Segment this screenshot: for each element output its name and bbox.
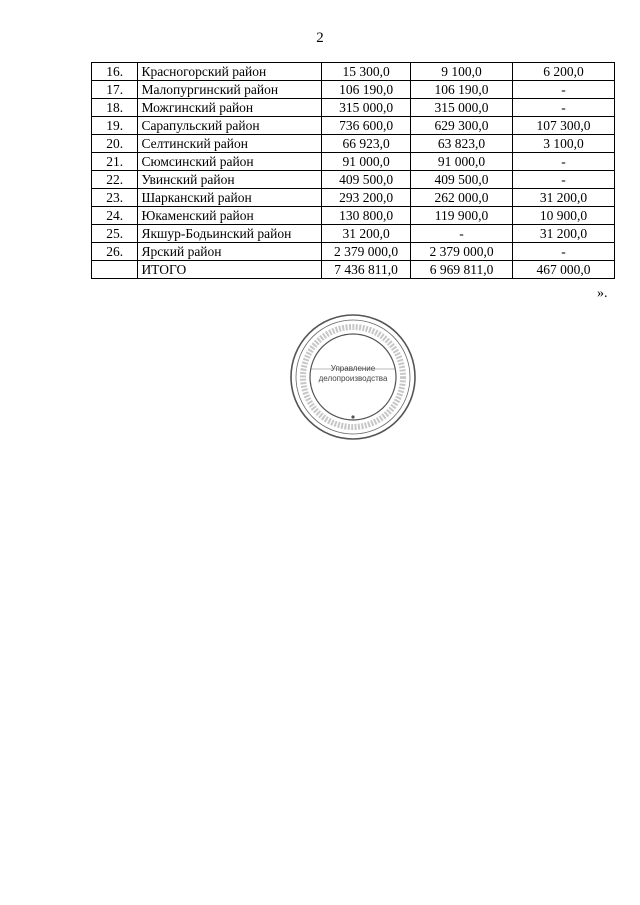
district-name: Малопургинский район bbox=[138, 81, 322, 99]
value-part-2: - bbox=[513, 153, 615, 171]
district-name: Сарапульский район bbox=[138, 117, 322, 135]
stamp-line-1: Управление bbox=[330, 364, 376, 373]
value-total: 66 923,0 bbox=[322, 135, 411, 153]
row-number: 22. bbox=[92, 171, 138, 189]
value-total: 409 500,0 bbox=[322, 171, 411, 189]
value-total: 315 000,0 bbox=[322, 99, 411, 117]
row-number: 18. bbox=[92, 99, 138, 117]
value-total: 31 200,0 bbox=[322, 225, 411, 243]
value-part-1: 9 100,0 bbox=[411, 63, 513, 81]
value-part-1: - bbox=[411, 225, 513, 243]
district-name: Селтинский район bbox=[138, 135, 322, 153]
table-row bbox=[92, 243, 615, 261]
value-part-1: 262 000,0 bbox=[411, 189, 513, 207]
value-total: 106 190,0 bbox=[322, 81, 411, 99]
district-name: Сюмсинский район bbox=[138, 153, 322, 171]
value-part-1: 2 379 000,0 bbox=[411, 243, 513, 261]
value-part-2: 10 900,0 bbox=[513, 207, 615, 225]
table-row bbox=[92, 135, 615, 153]
table-row bbox=[92, 189, 615, 207]
row-number: 24. bbox=[92, 207, 138, 225]
district-name: Юкаменский район bbox=[138, 207, 322, 225]
value-part-2: 107 300,0 bbox=[513, 117, 615, 135]
table-row bbox=[92, 153, 615, 171]
row-number bbox=[92, 261, 138, 279]
value-total: 91 000,0 bbox=[322, 153, 411, 171]
district-name: Красногорский район bbox=[138, 63, 322, 81]
value-part-1: 119 900,0 bbox=[411, 207, 513, 225]
value-total: 293 200,0 bbox=[322, 189, 411, 207]
value-total: 15 300,0 bbox=[322, 63, 411, 81]
district-name: Ярский район bbox=[138, 243, 322, 261]
stamp-line-2: делопроизводства bbox=[318, 374, 388, 383]
row-number: 20. bbox=[92, 135, 138, 153]
data-table bbox=[91, 62, 615, 279]
value-part-1: 106 190,0 bbox=[411, 81, 513, 99]
row-number: 23. bbox=[92, 189, 138, 207]
table-total-row bbox=[92, 261, 615, 279]
row-number: 21. bbox=[92, 153, 138, 171]
district-name: Увинский район bbox=[138, 171, 322, 189]
value-part-2: 31 200,0 bbox=[513, 189, 615, 207]
table-body bbox=[92, 63, 615, 279]
table-row bbox=[92, 207, 615, 225]
value-part-1: 629 300,0 bbox=[411, 117, 513, 135]
value-total: 130 800,0 bbox=[322, 207, 411, 225]
district-name: Можгинский район bbox=[138, 99, 322, 117]
value-part-2: - bbox=[513, 171, 615, 189]
page-number: 2 bbox=[316, 30, 324, 46]
value-part-2: 3 100,0 bbox=[513, 135, 615, 153]
row-number: 16. bbox=[92, 63, 138, 81]
district-name: Якшур-Бодьинский район bbox=[138, 225, 322, 243]
value-part-1: 63 823,0 bbox=[411, 135, 513, 153]
value-part-2: - bbox=[513, 243, 615, 261]
value-part-1: 91 000,0 bbox=[411, 153, 513, 171]
row-number: 19. bbox=[92, 117, 138, 135]
value-part-2: 6 200,0 bbox=[513, 63, 615, 81]
value-total: 736 600,0 bbox=[322, 117, 411, 135]
table-row bbox=[92, 171, 615, 189]
table-row bbox=[92, 99, 615, 117]
value-part-1: 409 500,0 bbox=[411, 171, 513, 189]
value-part-1: 6 969 811,0 bbox=[411, 261, 513, 279]
table-row bbox=[92, 117, 615, 135]
table-row bbox=[92, 81, 615, 99]
value-part-2: 31 200,0 bbox=[513, 225, 615, 243]
value-total: 7 436 811,0 bbox=[322, 261, 411, 279]
value-part-2: - bbox=[513, 81, 615, 99]
row-number: 17. bbox=[92, 81, 138, 99]
value-part-1: 315 000,0 bbox=[411, 99, 513, 117]
row-number: 26. bbox=[92, 243, 138, 261]
row-number: 25. bbox=[92, 225, 138, 243]
table-row bbox=[92, 63, 615, 81]
stamp-bottom-dot bbox=[351, 415, 354, 418]
table-row bbox=[92, 225, 615, 243]
value-total: 2 379 000,0 bbox=[322, 243, 411, 261]
closing-quote-mark: ». bbox=[597, 286, 608, 301]
official-stamp bbox=[289, 313, 417, 441]
district-name: ИТОГО bbox=[138, 261, 322, 279]
value-part-2: - bbox=[513, 99, 615, 117]
district-name: Шарканский район bbox=[138, 189, 322, 207]
value-part-2: 467 000,0 bbox=[513, 261, 615, 279]
